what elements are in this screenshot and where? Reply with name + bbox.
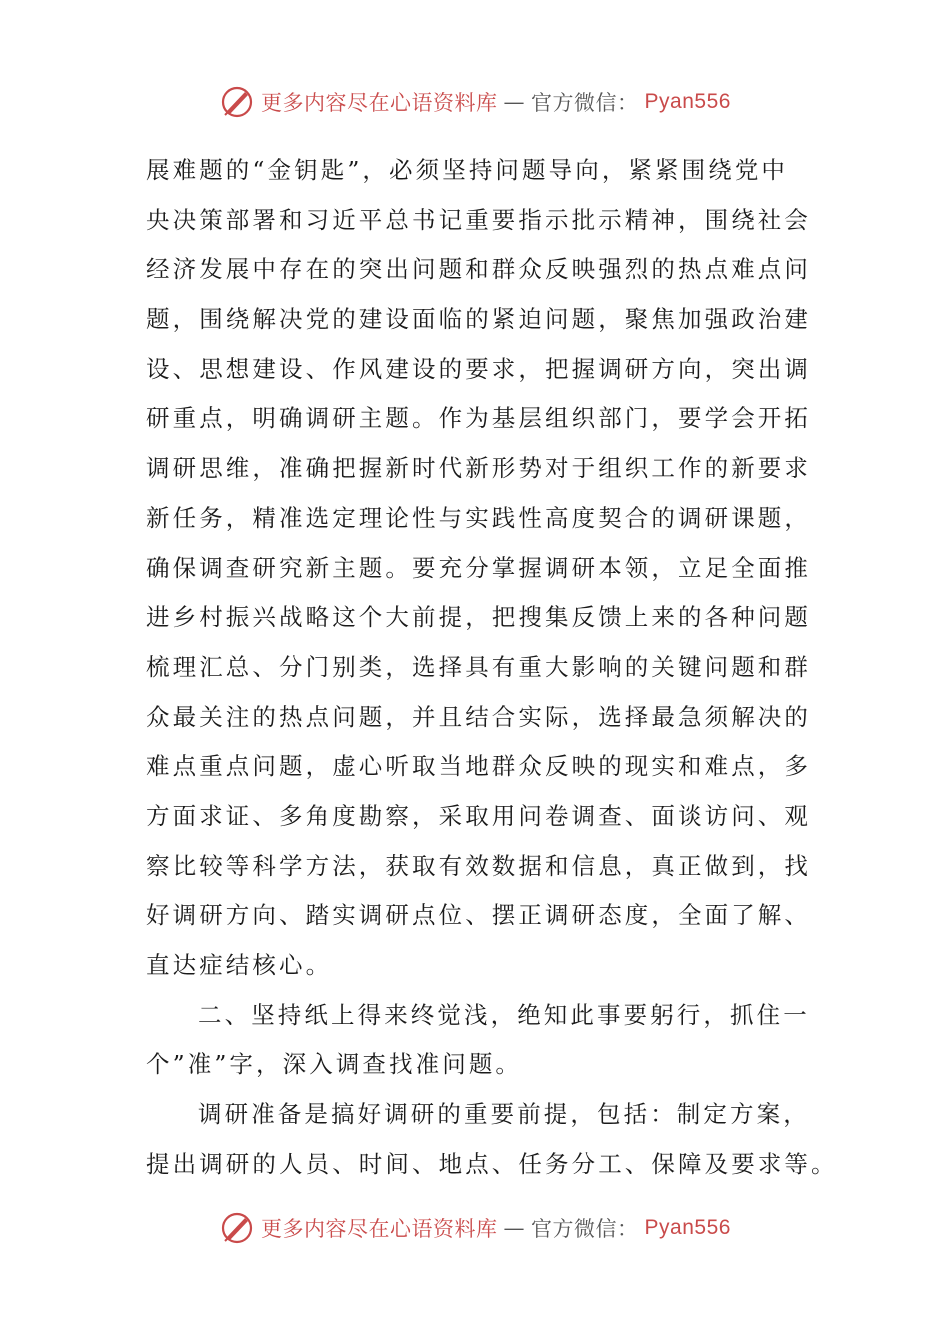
watermark-separator: — <box>503 1216 526 1240</box>
text-line: 研重点，明确调研主题。作为基层组织部门，要学会开拓 <box>146 404 811 433</box>
watermark-wechat-id: Pyan556 <box>644 1216 731 1239</box>
text-line: 直达症结核心。 <box>146 951 333 979</box>
text-line: 设、思想建设、作风建设的要求，把握调研方向，突出调 <box>146 354 811 383</box>
document-body <box>146 146 838 1189</box>
text-line: 提出调研的人员、时间、地点、任务分工、保障及要求等。 <box>146 1149 838 1178</box>
quill-pen-circle-icon <box>219 84 255 120</box>
text-line: 好调研方向、踏实调研点位、摆正调研态度，全面了解、 <box>146 901 811 930</box>
watermark-label: 官方微信： <box>531 1217 639 1241</box>
text-line: 新任务，精准选定理论性与实践性高度契合的调研课题， <box>146 503 811 532</box>
text-line: 察比较等科学方法，获取有效数据和信息，真正做到，找 <box>146 851 811 880</box>
text-line: 展难题的“金钥匙”，必须坚持问题导向，紧紧围绕党中 <box>146 156 789 184</box>
text-line: 经济发展中存在的突出问题和群众反映强烈的热点难点问 <box>146 255 811 284</box>
section-heading: 二、坚持纸上得来终觉浅，绝知此事要躬行，抓住一 <box>198 1000 810 1029</box>
text-line: 题，围绕解决党的建设面临的紧迫问题，聚焦加强政治建 <box>146 305 811 334</box>
text-line: 调研思维，准确把握新时代新形势对于组织工作的新要求 <box>146 454 811 483</box>
text-line: 央决策部署和习近平总书记重要指示批示精神，围绕社会 <box>146 205 811 234</box>
watermark-separator: — <box>503 90 526 114</box>
header-watermark <box>0 84 950 120</box>
text-line: 进乡村振兴战略这个大前提，把搜集反馈上来的各种问题 <box>146 603 811 632</box>
text-line: 难点重点问题，虚心听取当地群众反映的现实和难点，多 <box>146 752 811 781</box>
text-line: 梳理汇总、分门别类，选择具有重大影响的关键问题和群 <box>146 652 811 681</box>
watermark-wechat-id: Pyan556 <box>644 90 731 113</box>
watermark-brand: 更多内容尽在心语资料库 <box>261 1217 498 1241</box>
text-line: 方面求证、多角度勘察，采取用问卷调查、面谈访问、观 <box>146 801 811 830</box>
quill-pen-circle-icon <box>219 1210 255 1246</box>
paragraph-start: 调研准备是搞好调研的重要前提，包括：制定方案， <box>198 1100 810 1129</box>
text-line: 确保调查研究新主题。要充分掌握调研本领，立足全面推 <box>146 553 811 582</box>
watermark-label: 官方微信： <box>531 91 639 115</box>
section-heading-continued: 个”准”字，深入调查找准问题。 <box>146 1050 523 1079</box>
text-line: 众最关注的热点问题，并且结合实际，选择最急须解决的 <box>146 702 811 731</box>
footer-watermark <box>0 1210 950 1246</box>
watermark-brand: 更多内容尽在心语资料库 <box>261 91 498 115</box>
